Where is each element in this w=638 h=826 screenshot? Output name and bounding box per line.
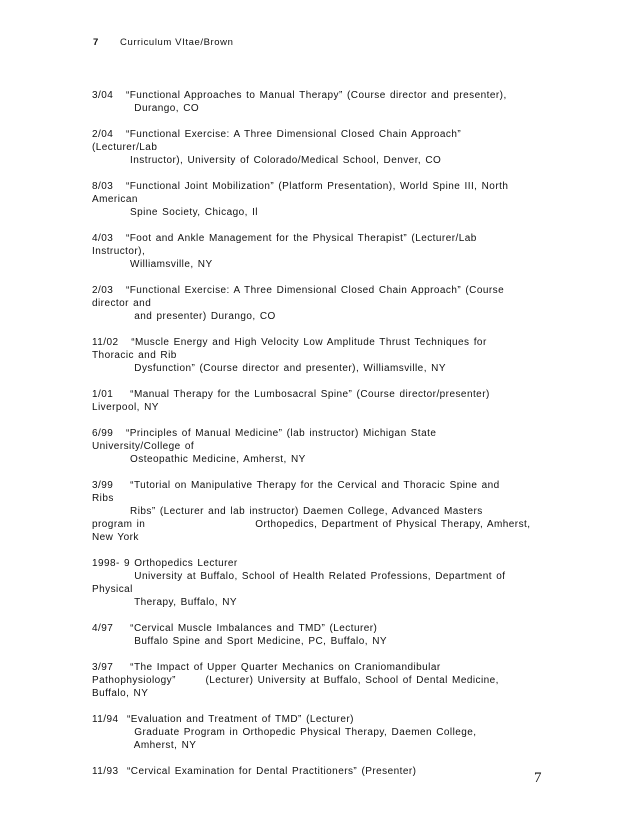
entry-line: Pathophysiology” (Lecturer) University at Buffalo, School of Dental Medicine, xyxy=(92,675,499,686)
entry-line: University at Buffalo, School of Health Related Professions, Department of xyxy=(92,571,506,582)
entry-line: 11/93 “Cervical Examination for Dental Practitioners” (Presenter) xyxy=(92,766,417,777)
entry-line: American xyxy=(92,194,138,205)
entry-line: 11/94 “Evaluation and Treatment of TMD” (Lecturer) xyxy=(92,714,354,725)
entry-line: 2/04 “Functional Exercise: A Three Dimensional Closed Chain Approach” xyxy=(92,129,462,140)
cv-entry xyxy=(92,180,547,219)
entry-line: 1998- 9 Orthopedics Lecturer xyxy=(92,558,238,569)
entry-line: director and xyxy=(92,298,152,309)
cv-entry xyxy=(92,284,547,323)
entry-line: Williamsville, NY xyxy=(92,259,213,270)
entry-line: Therapy, Buffalo, NY xyxy=(92,597,238,608)
entry-line: 1/01 “Manual Therapy for the Lumbosacral Spine” (Course director/presenter) xyxy=(92,389,490,400)
entry-line: and presenter) Durango, CO xyxy=(92,311,276,322)
entry-line: Thoracic and Rib xyxy=(92,350,177,361)
entry-line: 11/02 “Muscle Energy and High Velocity Low Amplitude Thrust Techniques for xyxy=(92,337,487,348)
entry-line: 3/99 “Tutorial on Manipulative Therapy for the Cervical and Thoracic Spine and xyxy=(92,480,500,491)
cv-entry xyxy=(92,765,547,778)
running-header xyxy=(93,37,234,48)
header-page-number: 7 xyxy=(93,37,99,48)
cv-entry xyxy=(92,622,547,648)
entry-line: 3/97 “The Impact of Upper Quarter Mechanics on Craniomandibular xyxy=(92,662,441,673)
entry-line: Amherst, NY xyxy=(92,740,197,751)
entry-line: University/College of xyxy=(92,441,195,452)
entry-line: Osteopathic Medicine, Amherst, NY xyxy=(92,454,306,465)
entry-line: Graduate Program in Orthopedic Physical Therapy, Daemen College, xyxy=(92,727,477,738)
entry-line: 3/04 “Functional Approaches to Manual Therapy” (Course director and presenter), xyxy=(92,90,507,101)
entry-line: Spine Society, Chicago, Il xyxy=(92,207,258,218)
cv-entry xyxy=(92,557,547,609)
cv-entry xyxy=(92,89,547,115)
cv-entry xyxy=(92,479,547,544)
cv-entry xyxy=(92,336,547,375)
cv-entry xyxy=(92,128,547,167)
entry-line: 6/99 “Principles of Manual Medicine” (lab instructor) Michigan State xyxy=(92,428,437,439)
entry-line: Liverpool, NY xyxy=(92,402,159,413)
entry-line: 2/03 “Functional Exercise: A Three Dimensional Closed Chain Approach” (Course xyxy=(92,285,505,296)
cv-entry xyxy=(92,427,547,466)
entry-line: Buffalo, NY xyxy=(92,688,149,699)
cv-entry xyxy=(92,661,547,700)
cv-entry xyxy=(92,713,547,752)
footer-page-number: 7 xyxy=(534,770,542,786)
entry-line: Dysfunction” (Course director and presenter), Williamsville, NY xyxy=(92,363,446,374)
entry-line: 4/03 “Foot and Ankle Management for the Physical Therapist” (Lecturer/Lab xyxy=(92,233,477,244)
entry-line: Durango, CO xyxy=(92,103,200,114)
entry-line: program in Orthopedics, Department of Physical Therapy, Amherst, xyxy=(92,519,531,530)
entry-line: Instructor), University of Colorado/Medical School, Denver, CO xyxy=(92,155,442,166)
cv-entry xyxy=(92,232,547,271)
entry-line: Instructor), xyxy=(92,246,146,257)
cv-entry xyxy=(92,388,547,414)
entry-line: Buffalo Spine and Sport Medicine, PC, Buffalo, NY xyxy=(92,636,387,647)
header-title: Curriculum VItae/Brown xyxy=(120,37,234,48)
entry-line: (Lecturer/Lab xyxy=(92,142,158,153)
entry-line: Ribs xyxy=(92,493,114,504)
entry-line: Physical xyxy=(92,584,133,595)
presentation-list xyxy=(92,89,547,791)
entry-line: 8/03 “Functional Joint Mobilization” (Platform Presentation), World Spine III, North xyxy=(92,181,509,192)
entry-line: New York xyxy=(92,532,139,543)
entry-line: Ribs” (Lecturer and lab instructor) Daemen College, Advanced Masters xyxy=(92,506,483,517)
entry-line: 4/97 “Cervical Muscle Imbalances and TMD” (Lecturer) xyxy=(92,623,378,634)
